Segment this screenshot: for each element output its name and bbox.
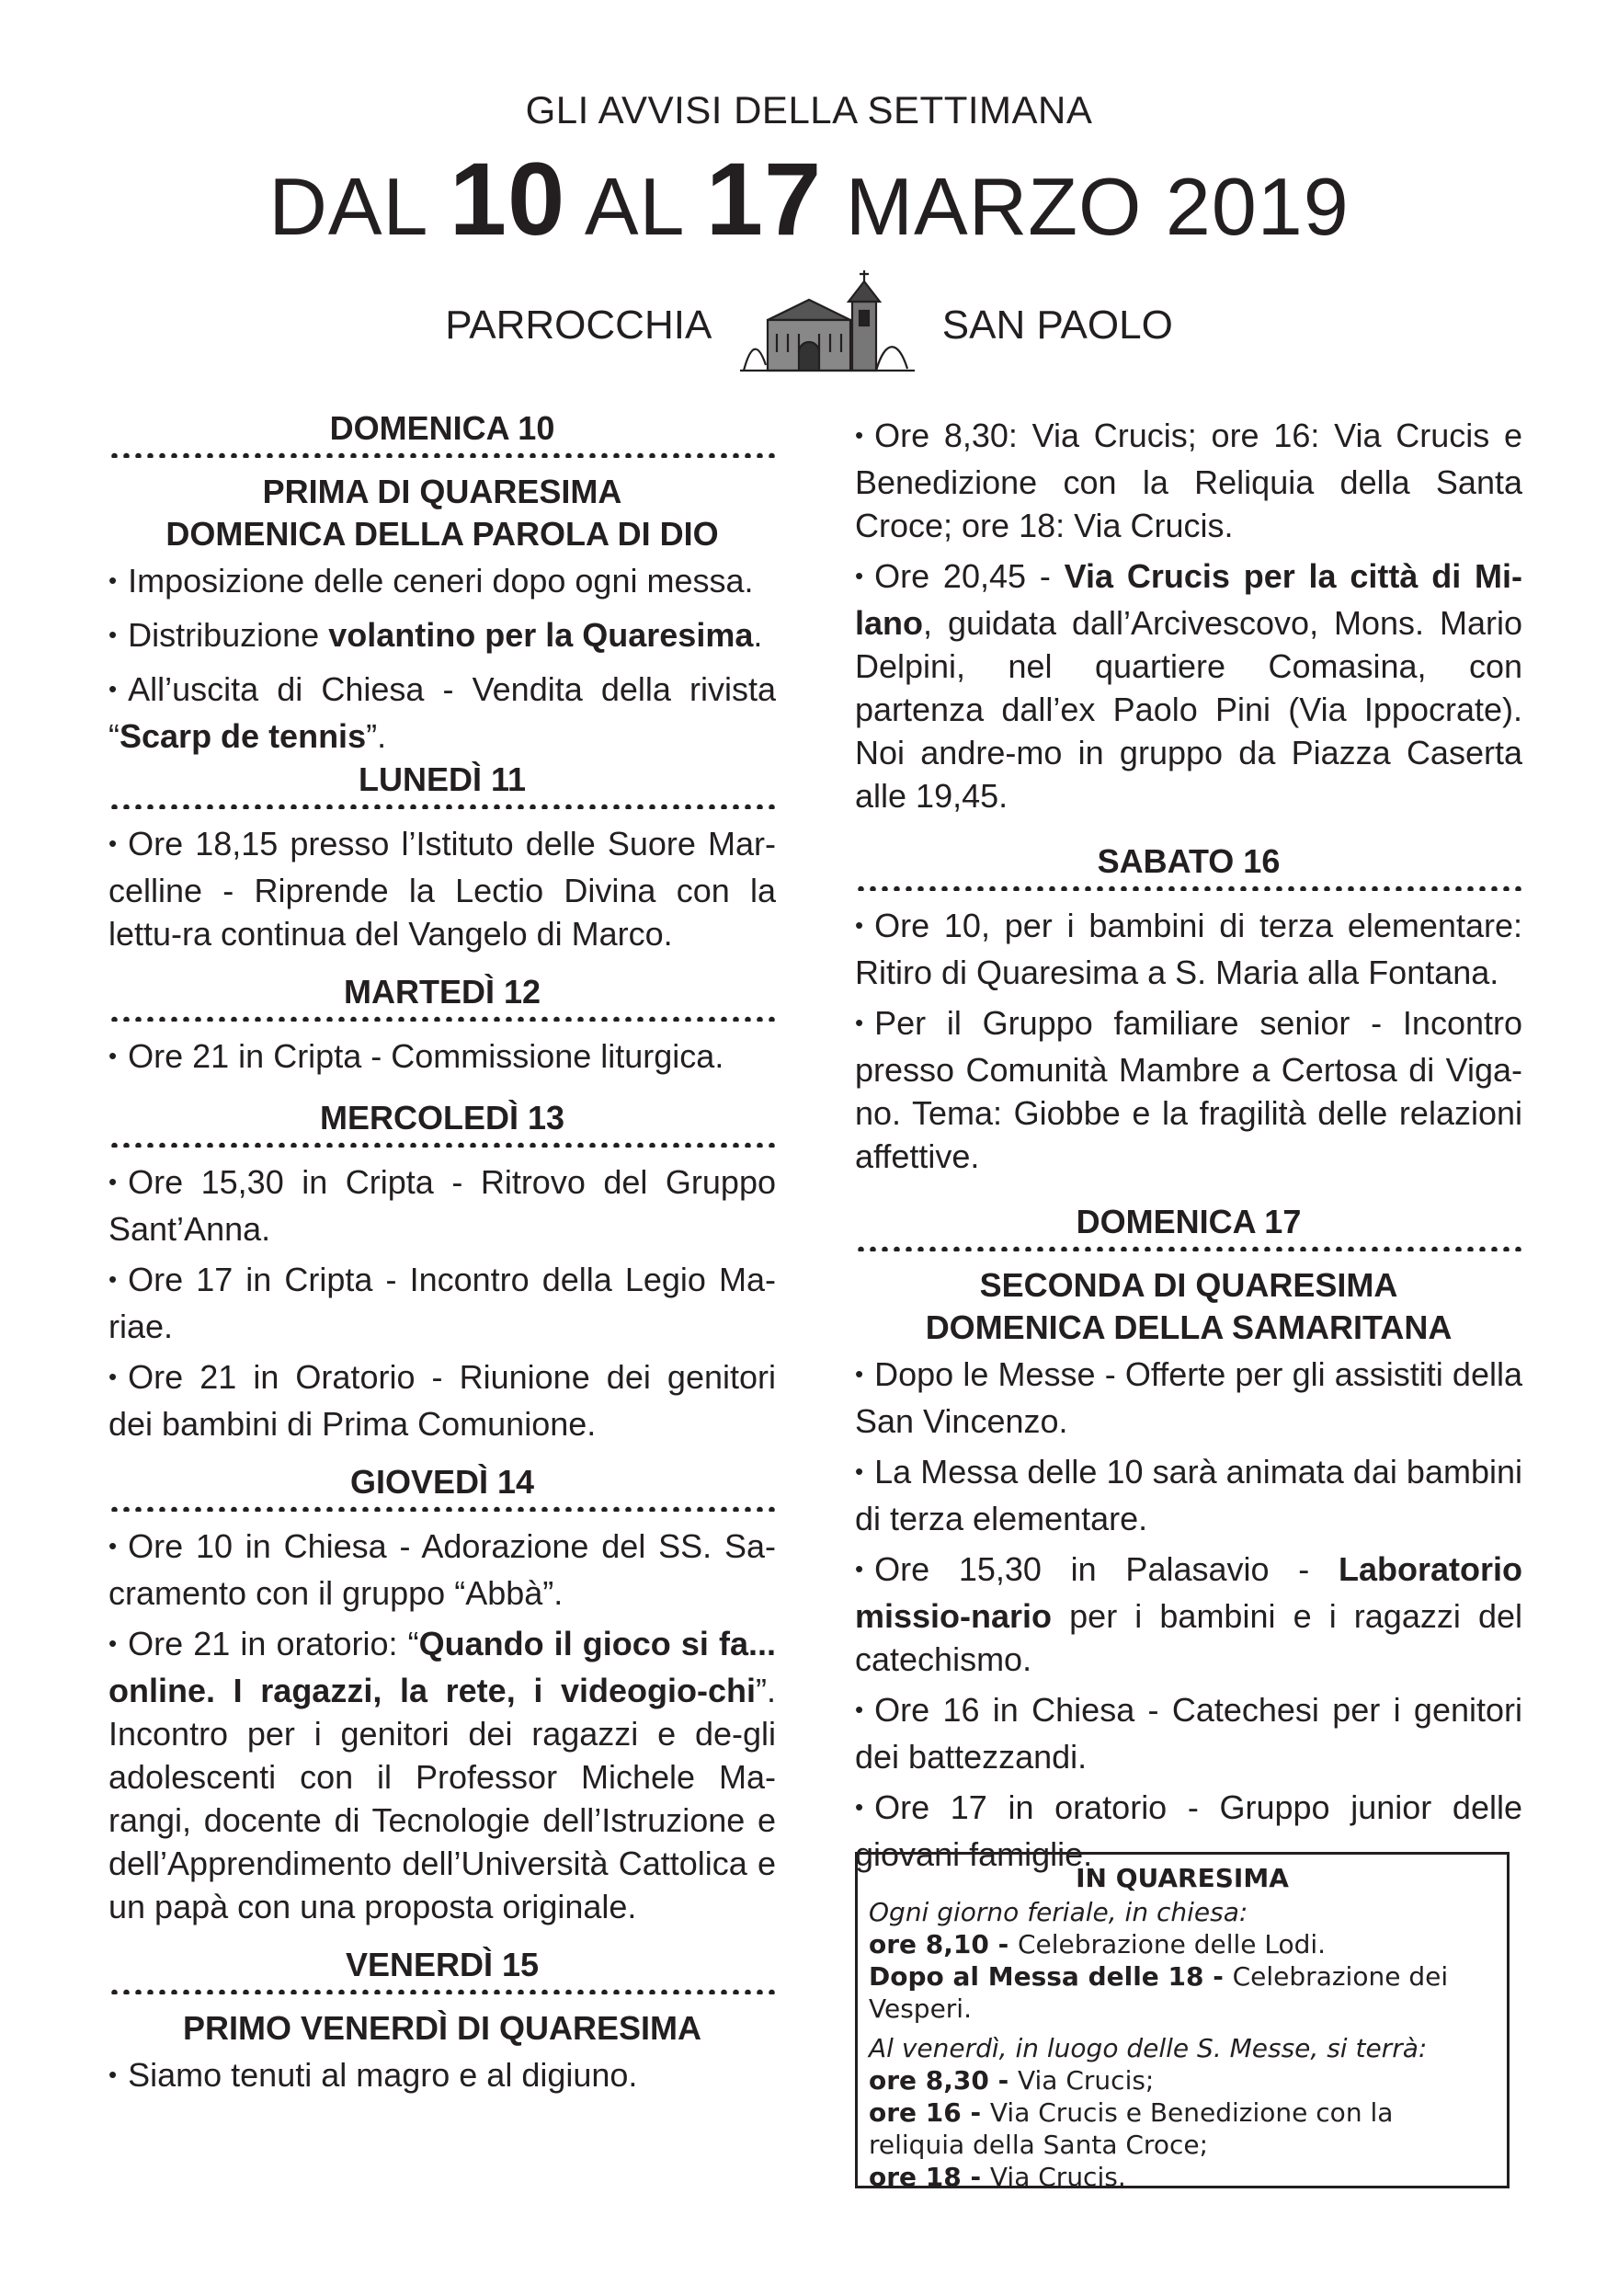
dotted-divider	[108, 1016, 776, 1022]
title-end-day: 17	[705, 142, 823, 257]
list-item: •Ore 17 in Cripta - Incontro della Legio Ma-riae.	[108, 1258, 776, 1348]
list-item: •Per il Gruppo familiare senior - Incontro presso Comunità Mambre a Certosa di Viga-no. Tema: Giobbe e la fragilità delle relazioni affettive.	[855, 1001, 1522, 1178]
title-dal: DAL	[268, 161, 427, 252]
title-month: MARZO 2019	[845, 161, 1350, 252]
list-item: •Ore 21 in oratorio: “Quando il gioco si fa... online. I ragazzi, la rete, i videogio-chi”. Incontro per i genitori dei ragazzi e de-gli adolescenti con il Professor Michele Ma-rangi, docente di Tecnologie dell’Istruzione e dell’Apprendimento dell’Università Cattolica e un papà con una proposta originale.	[108, 1622, 776, 1928]
day-heading: MARTEDÌ 12	[343, 973, 541, 1011]
list-item: •Dopo le Messe - Offerte per gli assistiti della San Vincenzo.	[855, 1353, 1522, 1443]
right-column	[855, 414, 1522, 1892]
title-start-day: 10	[449, 142, 566, 257]
day-heading: SABATO 16	[1097, 842, 1281, 880]
dotted-divider	[108, 1142, 776, 1148]
header-kicker: GLI AVVISI DELLA SETTIMANA	[525, 88, 1093, 131]
day-heading: DOMENICA 17	[1076, 1203, 1302, 1240]
day-heading: MERCOLEDÌ 13	[319, 1099, 565, 1137]
section-domenica-10	[108, 408, 776, 758]
list-item: •Ore 20,45 - Via Crucis per la città di Mi-lano, guidata dall’Arcivescovo, Mons. Mario Delpini, nel quartiere Comasina, con partenza dall’ex Paolo Pini (Via Ippocrate). Noi andre-mo in gruppo da Piazza Caserta alle 19,45.	[855, 554, 1522, 817]
list-item: •Ore 10 in Chiesa - Adorazione del SS. Sa-cramento con il gruppo “Abbà”.	[108, 1525, 776, 1615]
section-domenica-17	[855, 1202, 1522, 1876]
box-line: Dopo al Messa delle 18 - Celebrazione dei Vesperi.	[869, 1961, 1449, 2024]
box-line: ore 8,10 - Celebrazione delle Lodi.	[869, 1929, 1327, 1959]
parish-label: PARROCCHIA	[445, 302, 712, 348]
dotted-divider	[855, 1246, 1522, 1251]
left-column	[108, 408, 776, 2117]
list-item: •Ore 21 in Cripta - Commissione liturgica.	[108, 1034, 776, 1081]
day-heading: GIOVEDÌ 14	[349, 1463, 535, 1501]
section-giovedi-14	[108, 1462, 776, 1928]
dotted-divider	[108, 1506, 776, 1512]
dotted-divider	[108, 804, 776, 809]
liturgical-title: SECONDA DI QUARESIMA	[979, 1266, 1398, 1304]
list-item: •Ore 15,30 in Cripta - Ritrovo del Gruppo Sant’Anna.	[108, 1160, 776, 1251]
list-item: •Siamo tenuti al magro e al digiuno.	[108, 2053, 776, 2100]
day-heading: LUNEDÌ 11	[358, 760, 527, 798]
box-line: Al venerdì, in luogo delle S. Messe, si terrà:	[869, 2033, 1428, 2063]
box-line: ore 16 - Via Crucis e Benedizione con la reliquia della Santa Croce;	[869, 2097, 1394, 2160]
lent-schedule-box	[855, 1852, 1510, 2192]
list-item: •Ore 17 in oratorio - Gruppo junior delle giovani famiglie.	[855, 1786, 1522, 1876]
section-mercoledi-13	[108, 1098, 776, 1445]
list-item: •Ore 10, per i bambini di terza elementare: Ritiro di Quaresima a S. Maria alla Fontana.	[855, 904, 1522, 994]
header-title	[0, 142, 1618, 257]
list-item: •Ore 16 in Chiesa - Catechesi per i genitori dei battezzandi.	[855, 1688, 1522, 1778]
dotted-divider	[108, 452, 776, 458]
section-venerdi-15-continued	[855, 414, 1522, 817]
box-title: IN QUARESIMA	[1076, 1863, 1289, 1893]
list-item: •La Messa delle 10 sarà animata dai bambini di terza elementare.	[855, 1450, 1522, 1540]
day-heading: DOMENICA 10	[329, 409, 555, 447]
liturgical-title: PRIMO VENERDÌ DI QUARESIMA	[182, 2009, 702, 2047]
list-item: •All’uscita di Chiesa - Vendita della rivista “Scarp de tennis”.	[108, 668, 776, 758]
liturgical-subtitle: DOMENICA DELLA SAMARITANA	[925, 1308, 1453, 1346]
list-item: •Ore 18,15 presso l’Istituto delle Suore Mar-celline - Riprende la Lectio Divina con la lettu-ra continua del Vangelo di Marco.	[108, 822, 776, 955]
list-item: •Distribuzione volantino per la Quaresima.	[108, 613, 776, 660]
box-line: ore 18 - Via Crucis.	[869, 2162, 1126, 2192]
title-al: AL	[584, 161, 683, 252]
day-heading: VENERDÌ 15	[345, 1946, 540, 1983]
dotted-divider	[108, 1989, 776, 1994]
list-item: •Ore 15,30 in Palasavio - Laboratorio missio-nario per i bambini e i ragazzi del catechismo.	[855, 1548, 1522, 1681]
parish-name: SAN PAOLO	[941, 302, 1173, 348]
church-icon	[740, 265, 915, 385]
section-lunedi-11	[108, 760, 776, 955]
parish-line	[0, 265, 1618, 385]
section-martedi-12	[108, 972, 776, 1081]
liturgical-title: PRIMA DI QUARESIMA	[262, 473, 622, 510]
box-line: Ogni giorno feriale, in chiesa:	[869, 1897, 1248, 1927]
section-venerdi-15	[108, 1945, 776, 2100]
section-sabato-16	[855, 841, 1522, 1178]
dotted-divider	[855, 885, 1522, 891]
list-item: •Ore 8,30: Via Crucis; ore 16: Via Crucis e Benedizione con la Reliquia della Santa Croce; ore 18: Via Crucis.	[855, 414, 1522, 547]
list-item: •Imposizione delle ceneri dopo ogni messa.	[108, 559, 776, 606]
list-item: •Ore 21 in Oratorio - Riunione dei genitori dei bambini di Prima Comunione.	[108, 1355, 776, 1445]
box-line: ore 8,30 - Via Crucis;	[869, 2065, 1155, 2096]
liturgical-subtitle: DOMENICA DELLA PAROLA DI DIO	[165, 515, 719, 553]
